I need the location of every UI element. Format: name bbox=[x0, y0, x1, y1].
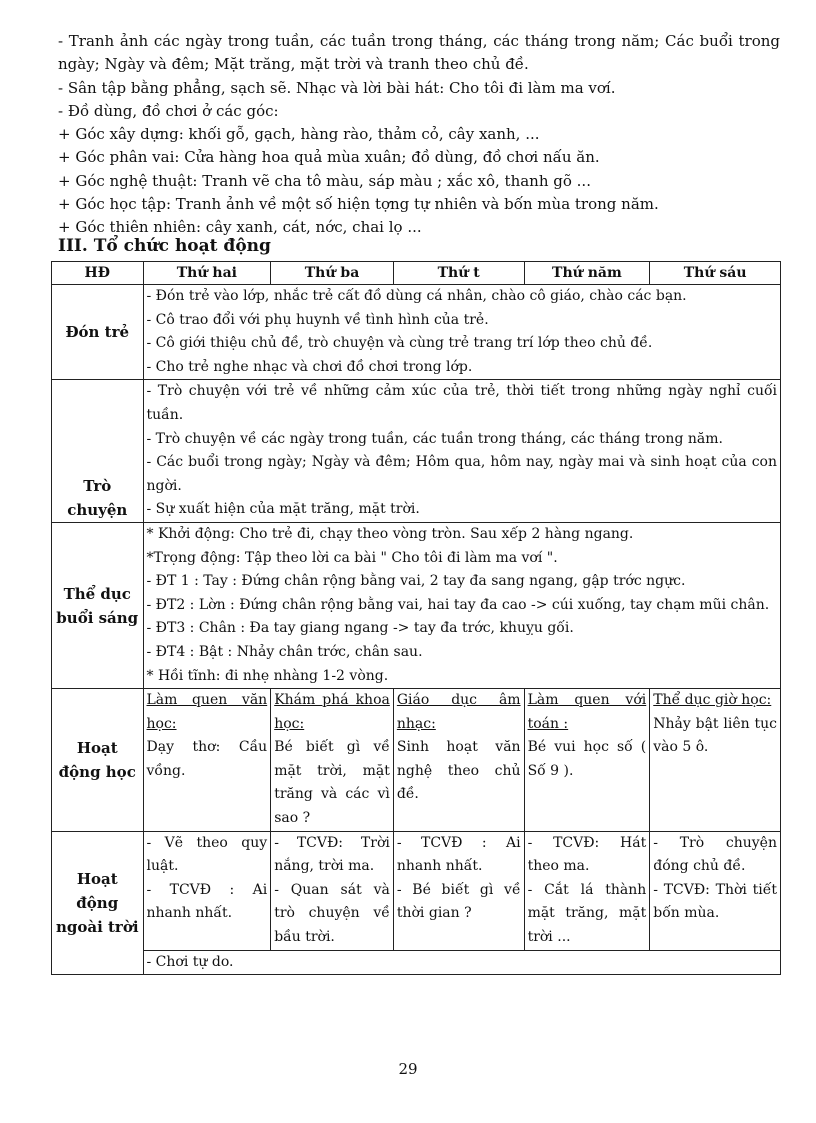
intro-line: - Đồ dùng, đồ chơi ở các góc: bbox=[58, 101, 279, 120]
lesson-content: Bé biết gì về mặt trời, mặt trăng và các vì sao ? bbox=[274, 739, 390, 827]
table-row-ngoai-troi-footer bbox=[52, 950, 781, 975]
day-cell bbox=[271, 831, 394, 950]
table-header-row bbox=[52, 262, 781, 285]
row-line: *Trọng động: Tập theo lời ca bài " Cho tôi đi làm ma vơí ". bbox=[146, 549, 558, 566]
row-line: * Khởi động: Cho trẻ đi, chạy theo vòng tròn. Sau xếp 2 hàng ngang. bbox=[146, 525, 634, 542]
row-line: - Cô trao đổi với phụ huynh về tình hình của trẻ. bbox=[146, 311, 489, 328]
row-line: * Hồi tĩnh: đi nhẹ nhàng 1-2 vòng. bbox=[146, 667, 389, 684]
row-label: Trò chuyện bbox=[52, 380, 144, 523]
row-line: - Trò chuyện với trẻ về những cảm xúc của trẻ, thời tiết trong những ngày nghỉ cuối tuần. bbox=[146, 383, 777, 423]
row-line: - ĐT 1 : Tay : Đứng chân rộng bằng vai, 2 tay đa sang ngang, gập trớc ngực. bbox=[146, 573, 686, 590]
row-line: - Đón trẻ vào lớp, nhắc trẻ cất đồ dùng cá nhân, chào cô giáo, chào các bạn. bbox=[146, 288, 687, 304]
row-line: - Các buổi trong ngày; Ngày và đêm; Hôm qua, hôm nay, ngày mai và sinh hoạt của con ngời. bbox=[146, 454, 777, 494]
intro-line: - Sân tập bằng phẳng, sạch sẽ. Nhạc và lời bài hát: Cho tôi đi làm ma vơí. bbox=[58, 78, 616, 97]
table-row-don-tre bbox=[52, 285, 781, 380]
row-label: Hoạt động học bbox=[52, 689, 144, 832]
row-line: - Cho trẻ nghe nhạc và chơi đồ chơi trong lớp. bbox=[146, 358, 473, 375]
lesson-content: Nhảy bật liên tục vào 5 ô. bbox=[653, 715, 777, 756]
row-line: - ĐT2 : Lờn : Đứng chân rộng bằng vai, hai tay đa cao -> cúi xuống, tay chạm mũi chân. bbox=[146, 596, 770, 613]
page-number: 29 bbox=[398, 1060, 418, 1078]
intro-line: + Góc thiên nhiên: cây xanh, cát, nớc, chai lọ ... bbox=[58, 218, 422, 237]
row-line: - Sự xuất hiện của mặt trăng, mặt trời. bbox=[146, 501, 420, 518]
intro-line: + Góc nghệ thuật: Tranh vẽ cha tô màu, sáp màu ; xắc xô, thanh gõ ... bbox=[58, 171, 591, 190]
free-play-cell: - Chơi tự do. bbox=[143, 950, 781, 975]
row-line: - Cô giới thiệu chủ đề, trò chuyện và cùng trẻ trang trí lớp theo chủ đề. bbox=[146, 335, 653, 352]
outdoor-item: - Cắt lá thành mặt trăng, mặt trời ... bbox=[527, 881, 647, 946]
outdoor-item: - TCVĐ: Trời nắng, trời ma. bbox=[274, 834, 390, 875]
row-label: Hoạt động ngoài trời bbox=[52, 831, 144, 975]
row-content bbox=[143, 285, 781, 380]
day-cell bbox=[271, 689, 394, 832]
intro-line: - Tranh ảnh các ngày trong tuần, các tuần trong tháng, các tháng trong năm; Các buổi trong ngày; Ngày và đêm; Mặt trăng, mặt trời và tranh theo chủ đề. bbox=[58, 32, 780, 74]
table-row-the-duc bbox=[52, 522, 781, 688]
day-cell bbox=[524, 831, 650, 950]
subject-title: Làm quen văn học: bbox=[146, 692, 268, 732]
table-row-tro-chuyen bbox=[52, 380, 781, 523]
header-cell: Thứ t bbox=[393, 262, 524, 285]
intro-line: + Góc phân vai: Cửa hàng hoa quả mùa xuân; đồ dùng, đồ chơi nấu ăn. bbox=[58, 148, 600, 167]
day-cell bbox=[524, 689, 650, 832]
outdoor-item: - Bé biết gì về thời gian ? bbox=[396, 881, 521, 922]
lesson-content: Dạy thơ: Cầu vồng. bbox=[146, 739, 268, 779]
lesson-content: Sinh hoạt văn nghệ theo chủ đề. bbox=[396, 739, 521, 803]
header-cell: Thứ năm bbox=[524, 262, 650, 285]
table-row-ngoai-troi bbox=[52, 831, 781, 950]
row-content bbox=[143, 522, 781, 688]
day-cell bbox=[650, 831, 781, 950]
outdoor-item: - TCVĐ : Ai nhanh nhất. bbox=[146, 881, 268, 922]
header-cell: HĐ bbox=[52, 262, 144, 285]
intro-materials bbox=[58, 30, 780, 240]
section-heading: III. Tổ chức hoạt động bbox=[58, 236, 271, 256]
row-line: - ĐT3 : Chân : Đa tay giang ngang -> tay đa trớc, khuỵu gối. bbox=[146, 620, 574, 637]
header-cell: Thứ hai bbox=[143, 262, 271, 285]
outdoor-item: - Vẽ theo quy luật. bbox=[146, 834, 268, 875]
outdoor-item: - Quan sát và trò chuyện về bầu trời. bbox=[274, 881, 390, 946]
table-row-hoat-dong-hoc bbox=[52, 689, 781, 832]
outdoor-item: - TCVĐ: Hát theo ma. bbox=[527, 834, 647, 875]
subject-title: Thể dục giờ học: bbox=[653, 692, 772, 709]
row-line: - Trò chuyện về các ngày trong tuần, các tuần trong tháng, các tháng trong năm. bbox=[146, 430, 723, 447]
lesson-content: Bé vui học số ( Số 9 ). bbox=[527, 739, 647, 779]
activity-schedule-table bbox=[51, 261, 781, 975]
row-content bbox=[143, 380, 781, 523]
intro-line: + Góc học tập: Tranh ảnh về một số hiện tợng tự nhiên và bốn mùa trong năm. bbox=[58, 195, 659, 214]
subject-title: Khám phá khoa học: bbox=[274, 692, 390, 732]
day-cell bbox=[393, 831, 524, 950]
outdoor-item: - TCVĐ : Ai nhanh nhất. bbox=[396, 834, 521, 875]
subject-title: Làm quen với toán : bbox=[527, 692, 647, 732]
header-cell: Thứ ba bbox=[271, 262, 394, 285]
row-label: Thể dục buổi sáng bbox=[52, 522, 144, 688]
day-cell bbox=[143, 831, 271, 950]
row-label: Đón trẻ bbox=[52, 285, 144, 380]
header-cell: Thứ sáu bbox=[650, 262, 781, 285]
outdoor-item: - Trò chuyện đóng chủ đề. bbox=[653, 834, 777, 875]
day-cell bbox=[393, 689, 524, 832]
row-line: - ĐT4 : Bật : Nhảy chân trớc, chân sau. bbox=[146, 643, 423, 660]
intro-line: + Góc xây dựng: khối gỗ, gạch, hàng rào, thảm cỏ, cây xanh, ... bbox=[58, 125, 540, 144]
subject-title: Giáo dục âm nhạc: bbox=[396, 692, 521, 732]
day-cell bbox=[143, 689, 271, 832]
day-cell bbox=[650, 689, 781, 832]
outdoor-item: - TCVĐ: Thời tiết bốn mùa. bbox=[653, 881, 777, 922]
